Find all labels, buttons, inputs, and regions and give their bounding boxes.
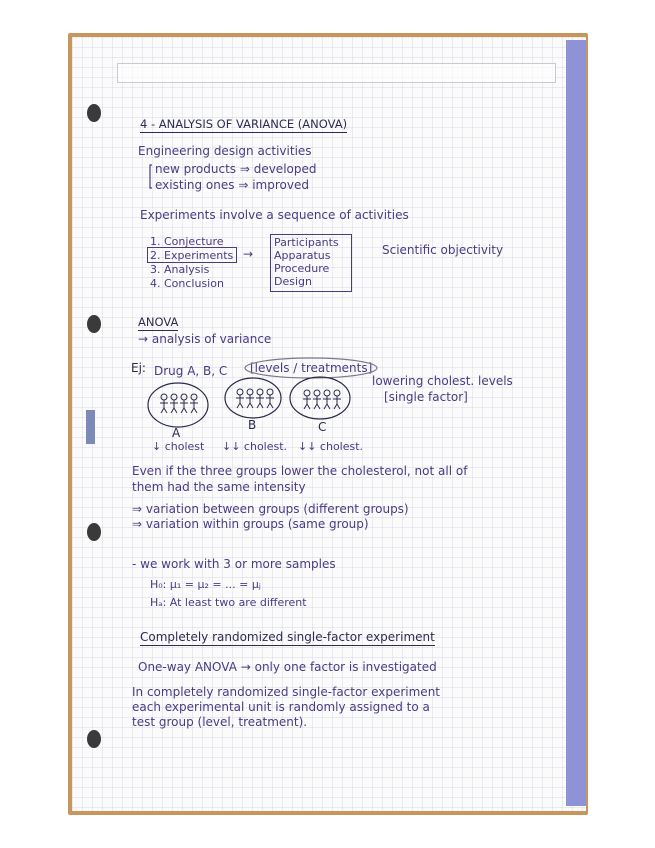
experiments-line: Experiments involve a sequence of activities [140,208,409,222]
design-box-item: Participants [274,236,339,249]
group-effect: ↓ cholest [152,440,205,453]
example-lowering: lowering cholest. levels [372,374,513,388]
engineering-line: Engineering design activities [138,144,312,158]
anova-definition: → analysis of variance [138,332,272,346]
step-item: 2. Experiments [150,249,234,262]
null-hypothesis: H₀: μ₁ = μ₂ = ... = μⱼ [150,578,261,591]
step-item: 1. Conjecture [150,235,224,248]
variation-line: ⇒ variation within groups (same group) [132,517,369,531]
step-item: 3. Analysis [150,263,210,276]
alt-hypothesis: Hₐ: At least two are different [150,596,307,609]
crd-line: test group (level, treatment). [132,715,308,729]
engineering-item: existing ones ⇒ improved [155,178,309,192]
example-levels: [levels / treatments] [250,361,373,375]
group-label: B [248,418,257,432]
note-title: 4 - ANALYSIS OF VARIANCE (ANOVA) [140,117,348,131]
example-factor: [single factor] [384,390,468,404]
group-effect: ↓↓ cholest. [298,440,364,453]
example-drugs: Drug A, B, C [154,364,228,378]
group-label: C [318,420,327,434]
anova-heading: ANOVA [138,315,179,329]
crd-line: each experimental unit is randomly assigned to a [132,700,430,714]
design-box-item: Procedure [274,262,330,275]
design-box-item: Apparatus [274,249,331,262]
even-line: Even if the three groups lower the cholesterol, not all of [132,464,468,478]
even-line: them had the same intensity [132,480,306,494]
crd-heading: Completely randomized single-factor experiment [140,630,435,644]
arrow-glyph: → [243,247,254,261]
design-box-item: Design [274,275,312,288]
scientific-objectivity: Scientific objectivity [382,243,504,257]
samples-line: - we work with 3 or more samples [132,557,336,571]
variation-line: ⇒ variation between groups (different groups) [132,502,409,516]
example-label: Ej: [131,361,146,375]
crd-line: In completely randomized single-factor experiment [132,685,440,699]
step-item: 4. Conclusion [150,277,224,290]
group-label: A [172,426,181,440]
oneway-line: One-way ANOVA → only one factor is investigated [138,660,437,674]
engineering-item: new products ⇒ developed [155,162,317,176]
group-effect: ↓↓ cholest. [222,440,288,453]
